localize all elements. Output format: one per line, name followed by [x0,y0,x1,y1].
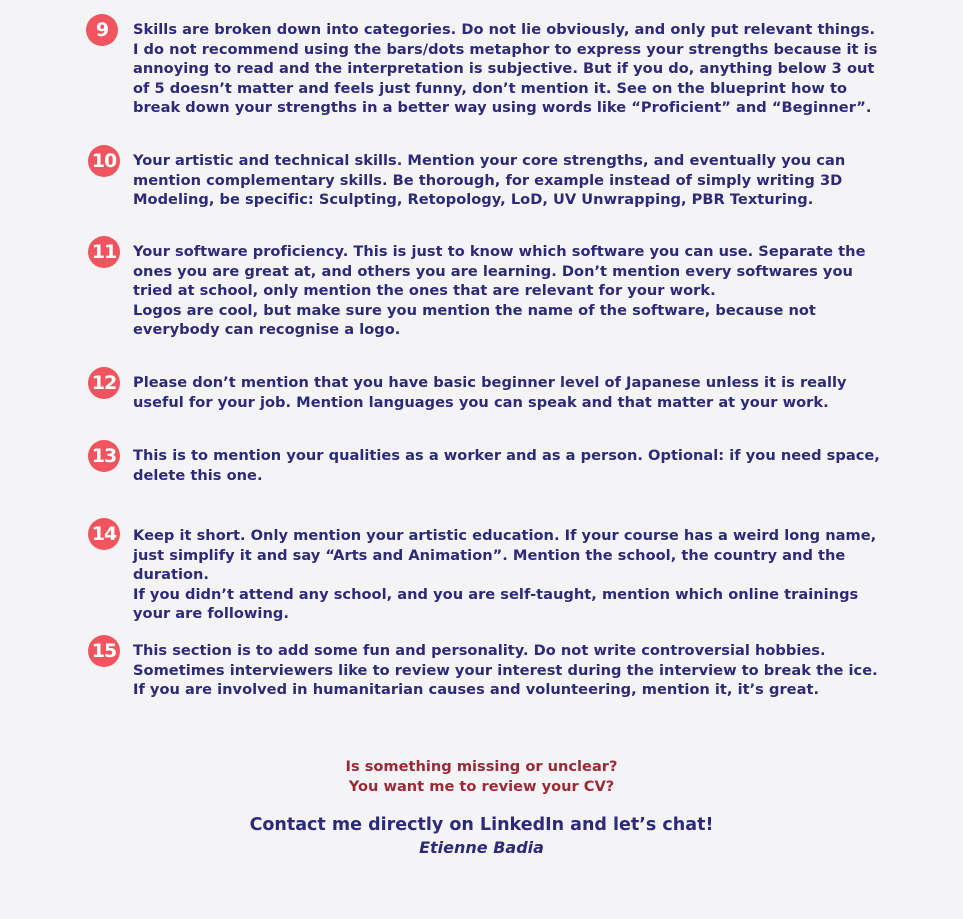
tip-14-text [133,526,885,624]
tip-15-text [133,641,885,700]
tip-12-text [133,373,885,412]
tip-10-text [133,151,885,210]
tip-11-text [133,242,885,340]
tip-15-paragraph-1: This section is to add some fun and personality. Do not write controversial hobbies. Sometimes interviewers like to review your interest during the interview to break the ice. If you are involved in humanitarian causes and volunteering, mention it, it’s great. [133,642,878,698]
author-name: Etienne Badia [419,838,544,857]
tip-14-paragraph-2: If you didn’t attend any school, and you are self-taught, mention which online trainings your are following. [133,585,859,622]
tip-9-text [133,20,885,118]
number-badge-14: 14 [88,518,120,550]
footer-question-2: You want me to review your CV? [348,777,615,795]
contact-line: Contact me directly on LinkedIn and let’s chat! [249,815,714,835]
tip-9-paragraph-1: Skills are broken down into categories. Do not lie obviously, and only put relevant things. [133,21,876,38]
number-badge-13: 13 [88,440,120,472]
tip-13-paragraph-1: This is to mention your qualities as a worker and as a person. Optional: if you need space, delete this one. [133,447,880,484]
tip-12-paragraph-1: Please don’t mention that you have basic beginner level of Japanese unless it is really useful for your job. Mention languages you can speak and that matter at your work. [133,374,847,411]
number-badge-11: 11 [88,236,120,268]
number-badge-10: 10 [88,145,120,177]
footer [0,757,963,859]
tip-13-text [133,446,885,485]
tip-11-paragraph-2: Logos are cool, but make sure you mention the name of the software, because not everybody can recognise a logo. [133,301,816,338]
tip-14-paragraph-1: Keep it short. Only mention your artistic education. If your course has a weird long name, just simplify it and say “Arts and Animation”. Mention the school, the country and the duration. [133,527,877,583]
tip-10-paragraph-1: Your artistic and technical skills. Mention your core strengths, and eventually you can mention complementary skills. Be thorough, for example instead of simply writing 3D Modeling, be specific: Sculpting, Retopology, LoD, UV Unwrapping, PBR Texturing. [133,152,846,208]
number-badge-15: 15 [88,635,120,667]
tip-11-paragraph-1: Your software proficiency. This is just to know which software you can use. Separate the ones you are great at, and others you are learning. Don’t mention every softwares you tried at school, only mention the ones that are relevant for your work. [133,243,866,299]
tip-9-paragraph-2: I do not recommend using the bars/dots metaphor to express your strengths because it is annoying to read and the interpretation is subjective. But if you do, anything below 3 out of 5 doesn’t matter and feels just funny, don’t mention it. See on the blueprint how to break down your strengths in a better way using words like “Proficient” and “Beginner”. [133,40,878,116]
number-badge-9: 9 [86,14,118,46]
number-badge-12: 12 [88,367,120,399]
footer-question-1: Is something missing or unclear? [345,758,618,775]
